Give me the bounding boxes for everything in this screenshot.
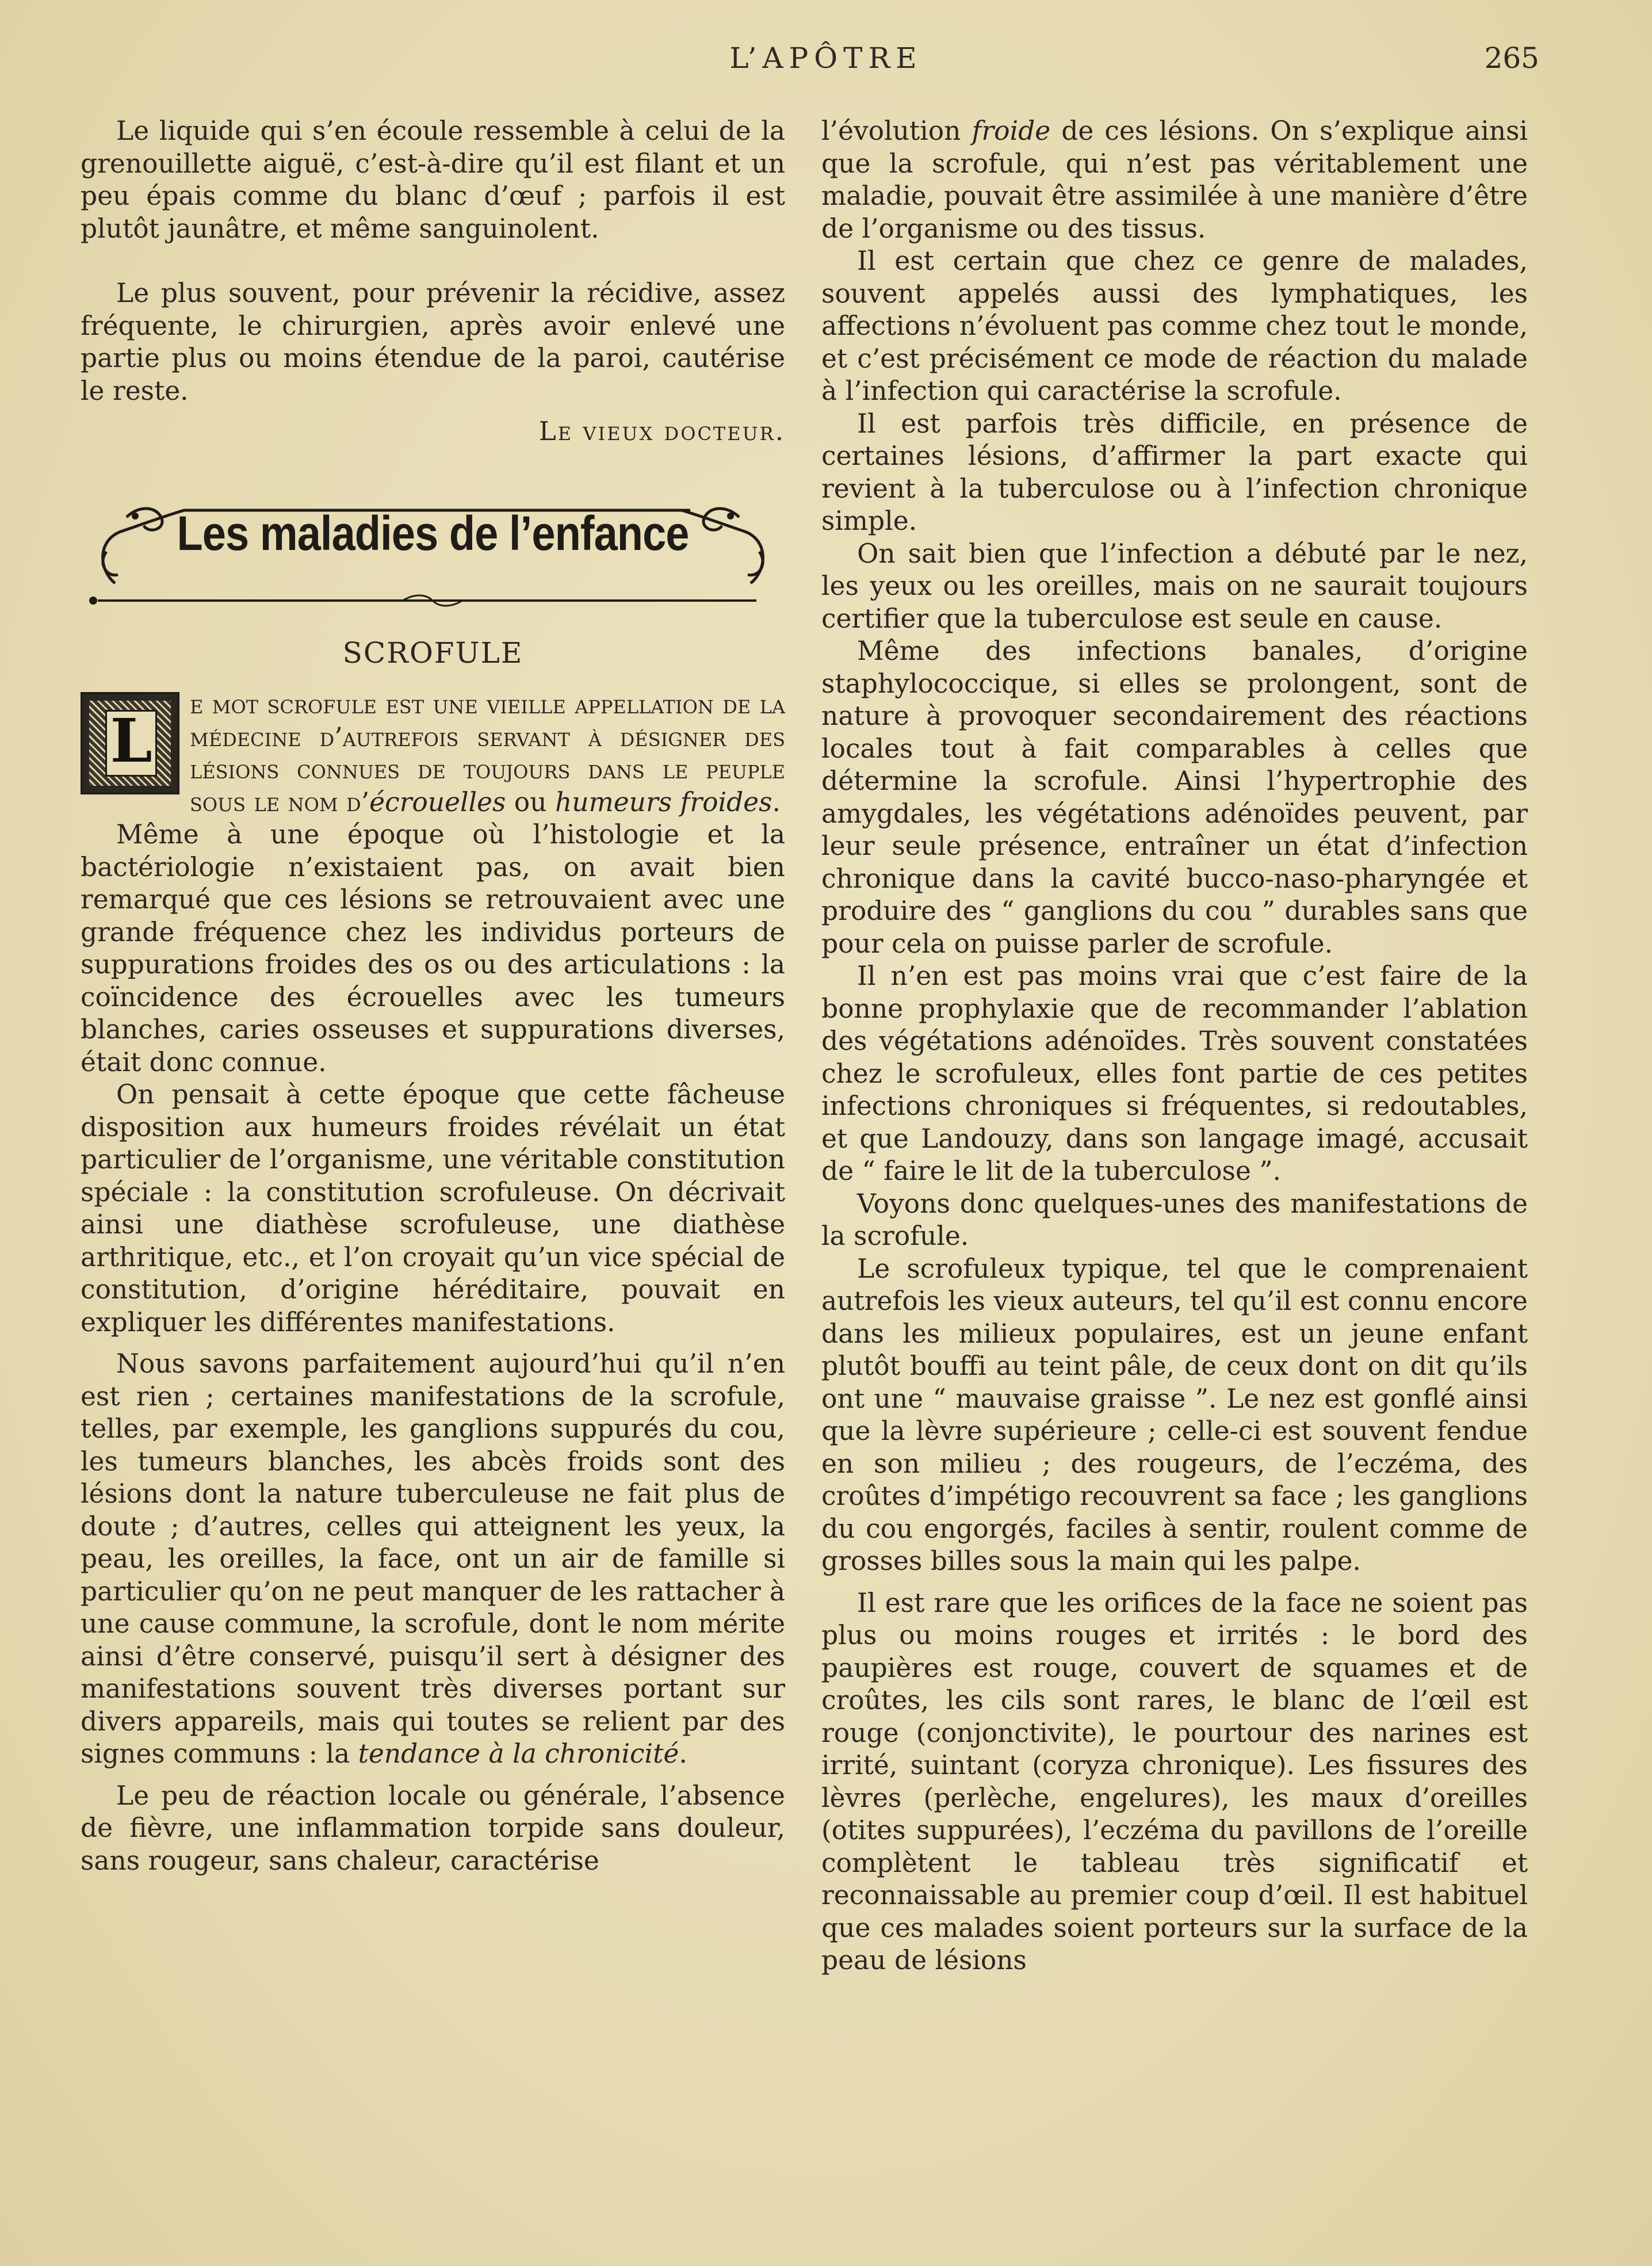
text-run: e mot scrofule est une vieille appellation de la médecine d’autrefois servant à désigner des lésions connues de toujours dans le peuple sous le nom d’ (190, 689, 785, 817)
section-title: SCROFULE (342, 636, 523, 670)
paragraph (821, 115, 1528, 245)
text-run: . (679, 1738, 687, 1769)
paragraph: Même des infections banales, d’origine staphylococcique, si elles se prolongent, sont de nature à provoquer secondairement des réactions locales tout à fait comparables à celles que détermine la scrofule. Ainsi l’hypertrophie des amygdales, les végétations adénoïdes peuvent, par leur seule présence, entraîner un état d’infection chronique dans la cavité bucco-naso-pharyngée et produire des “ ganglions du cou ” durables sans que pour cela on puisse parler de scrofule. (821, 636, 1528, 959)
paragraph-with-drop-cap (81, 689, 785, 819)
paragraph: Voyons donc quelques-unes des manifestations de la scrofule. (821, 1188, 1528, 1251)
italic-term: froide (972, 116, 1051, 146)
paragraph: Le liquide qui s’en écoule ressemble à celui de la grenouillette aiguë, c’est-à-dire qu’il est filant et un peu épais comme du blanc d’œuf ; parfois il est plutôt jaunâtre, et même sanguinolent. (81, 116, 785, 244)
right-column (821, 115, 1528, 1977)
drop-cap-ornament-icon (81, 692, 179, 794)
article-header-ornament (81, 483, 785, 615)
paragraph (81, 1348, 785, 1771)
italic-term: écrouelles (369, 786, 506, 817)
paragraph: On sait bien que l’infection a débuté par le nez, les yeux ou les oreilles, mais on ne saurait toujours certifier que la tuberculose est seule en cause. (821, 538, 1528, 634)
text-run: de ces lésions. On s’explique ainsi que la scrofule, qui n’est pas véritablement une maladie, pouvait être assimilée à une manière d’être de l’organisme ou des tissus. (821, 116, 1528, 244)
paragraph: Il est parfois très difficile, en présence de certaines lésions, d’affirmer la part exacte qui revient à la tuberculose ou à l’infection chronique simple. (821, 408, 1528, 536)
text-run: ou (506, 786, 555, 817)
text-run: . (772, 786, 781, 817)
running-title: L’APÔTRE (729, 41, 923, 75)
drop-cap-letter: L (110, 705, 152, 776)
paragraph: Même à une époque où l’histologie et la bactériologie n’existaient pas, on avait bien remarqué que ces lésions se retrouvaient avec une grande fréquence chez les individus porteurs de suppurations froides des os ou des articulations : la coïncidence des écrouelles avec les tumeurs blanches, caries osseuses et suppurations diverses, était donc connue. (81, 819, 785, 1077)
italic-term: tendance à la chronicité (358, 1738, 679, 1769)
italic-term: humeurs froides (555, 786, 773, 817)
paragraph: Le peu de réaction locale ou générale, l’absence de fièvre, une inflammation torpide sans douleur, sans rougeur, sans chaleur, caractérise (81, 1780, 785, 1876)
page-number: 265 (1484, 41, 1539, 75)
article-title: Les maladies de l’enfance (177, 506, 689, 560)
paragraph: On pensait à cette époque que cette fâcheuse disposition aux humeurs froides révélait un état particulier de l’organisme, une véritable constitution spéciale : la constitution scrofuleuse. On décrivait ainsi une diathèse scrofuleuse, une diathèse arthritique, etc., et l’on croyait qu’un vice spécial de constitution, d’origine héréditaire, pouvait en expliquer les différentes manifestations. (81, 1079, 785, 1338)
text-run: Nous savons parfaitement aujourd’hui qu’il n’en est rien ; certaines manifestations de la scrofule, telles, par exemple, les ganglions suppurés du cou, les tumeurs blanches, les abcès froids sont des lésions dont la nature tuberculeuse ne fait plus de doute ; d’autres, celles qui atteignent les yeux, la peau, les oreilles, la face, ont un air de famille si particulier qu’on ne peut manquer de les rattacher à une cause commune, la scrofule, dont le nom mérite ainsi d’être conservé, puisqu’il sert à désigner des manifestations souvent très diverses portant sur divers appareils, mais qui toutes se relient par des signes communs : la (81, 1348, 785, 1769)
signature: Le vieux docteur. (538, 416, 785, 446)
paragraph: Le scrofuleux typique, tel que le comprenaient autrefois les vieux auteurs, tel qu’il est connu encore dans les milieux populaires, est un jeune enfant plutôt bouffi au teint pâle, de ceux dont on dit qu’ils ont une “ mauvaise graisse ”. Le nez est gonflé ainsi que la lèvre supérieure ; celle-ci est souvent fendue en son milieu ; des rougeurs, de l’eczéma, des croûtes d’impétigo recouvrent sa face ; les ganglions du cou engorgés, faciles à sentir, roulent comme de grosses billes sous la main qui les palpe. (821, 1253, 1528, 1576)
text-run: l’évolution (821, 116, 972, 146)
paragraph: Il n’en est pas moins vrai que c’est faire de la bonne prophylaxie que de recommander l’ablation des végétations adénoïdes. Très souvent constatées chez le scrofuleux, elles font partie de ces petites infections chroniques si fréquentes, si redoutables, et que Landouzy, dans son langage imagé, accusait de “ faire le lit de la tuberculose ”. (821, 961, 1528, 1186)
paragraph: Il est certain que chez ce genre de malades, souvent appelés aussi des lymphatiques, les affections n’évoluent pas comme chez tout le monde, et c’est précisément ce mode de réaction du malade à l’infection qui caractérise la scrofule. (821, 246, 1528, 406)
left-column (81, 115, 785, 1877)
paragraph: Il est rare que les orifices de la face ne soient pas plus ou moins rouges et irrités : le bord des paupières est rouge, couvert de squames et de croûtes, les cils sont rares, le blanc de l’œil est rouge (conjonctivite), le pourtour des narines est irrité, suintant (coryza chronique). Les fissures des lèvres (perlèche, engelures), les maux d’oreilles (otites suppurées), l’eczéma du pavillons de l’oreille complètent le tableau très significatif et reconnaissable au premier coup d’œil. Il est habituel que ces malades soient porteurs sur la surface de la peau de lésions (821, 1587, 1528, 1975)
paragraph: Le plus souvent, pour prévenir la récidive, assez fréquente, le chirurgien, après avoir enlevé une partie plus ou moins étendue de la paroi, cautérise le reste. (81, 278, 785, 406)
